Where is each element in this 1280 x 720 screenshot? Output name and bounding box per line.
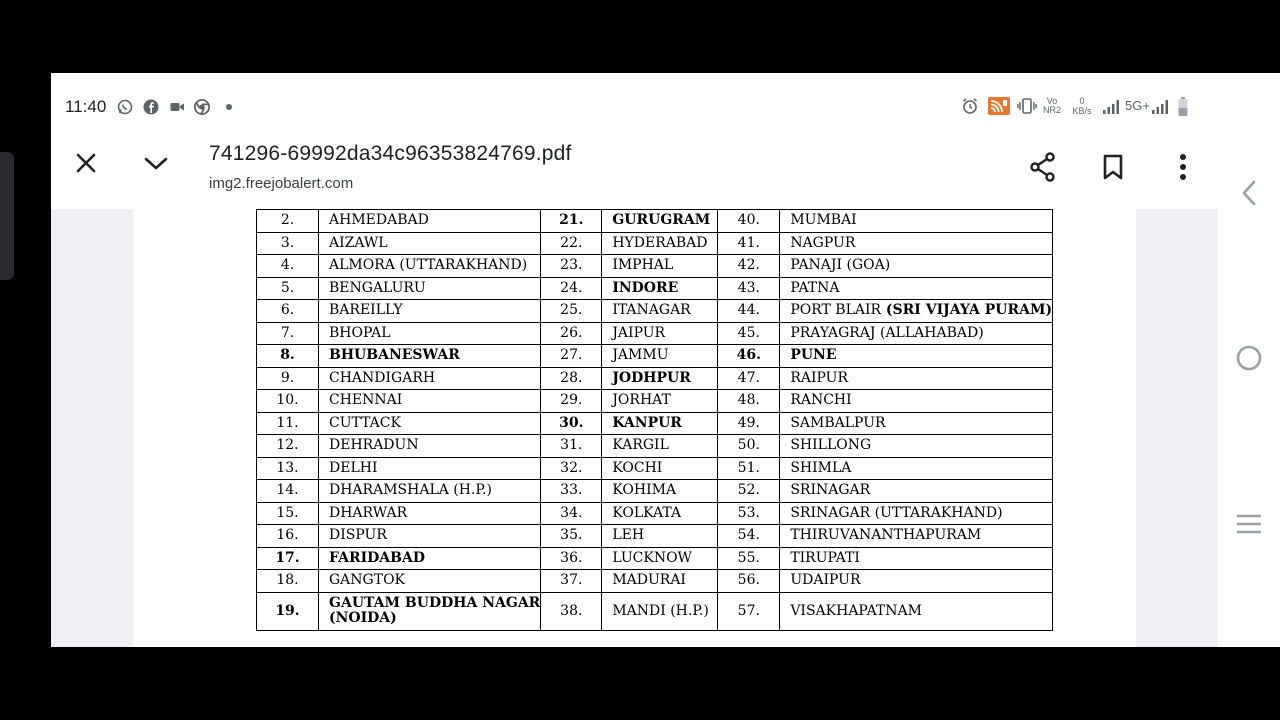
serial-number-cell: 41.: [718, 232, 780, 255]
city-name: ITANAGAR: [612, 302, 691, 319]
table-row: [257, 592, 1053, 630]
city-name: CHENNAI: [329, 392, 403, 409]
city-name: ALMORA (UTTARAKHAND): [329, 257, 528, 274]
status-bar: [51, 73, 1218, 141]
navigation-bar: [1218, 73, 1280, 647]
city-name: PORT BLAIR: [790, 302, 882, 319]
table-row: [257, 435, 1053, 458]
pdf-viewer-area[interactable]: [51, 209, 1218, 647]
city-name: KARGIL: [612, 437, 669, 454]
speed-value: 0: [1079, 96, 1085, 106]
table-row: [257, 480, 1053, 503]
serial-number-cell: 54.: [718, 525, 780, 548]
city-name-cell: [780, 345, 1053, 368]
serial-number-cell: 33.: [541, 480, 602, 503]
serial-number-cell: 10.: [257, 390, 319, 413]
city-name: SRINAGAR (UTTARAKHAND): [790, 504, 1003, 521]
speed-unit: KB/s: [1072, 106, 1092, 116]
serial-number-cell: 42.: [718, 255, 780, 278]
serial-number-cell: 26.: [541, 322, 602, 345]
serial-number-cell: 4.: [257, 255, 319, 278]
serial-number-cell: 28.: [541, 367, 602, 390]
city-name: PANAJI (GOA): [790, 257, 891, 274]
city-name-cell: [780, 480, 1053, 503]
serial-number-cell: 22.: [541, 232, 602, 255]
close-button[interactable]: [62, 141, 110, 189]
serial-number-cell: 14.: [257, 480, 319, 503]
table-row: [257, 345, 1053, 368]
table-row: [257, 570, 1053, 593]
city-name-cell: [602, 592, 718, 630]
city-name: LUCKNOW: [612, 549, 692, 566]
serial-number-cell: 18.: [257, 570, 319, 593]
city-name-cell: [602, 277, 718, 300]
table-row: [257, 322, 1053, 345]
serial-number-cell: 21.: [541, 210, 602, 233]
city-name-cell: [319, 547, 541, 570]
document-domain: img2.freejobalert.com: [209, 175, 354, 192]
pdf-page: [133, 209, 1136, 647]
app-bar: [51, 141, 1218, 210]
serial-number-cell: 12.: [257, 435, 319, 458]
serial-number-cell: 35.: [541, 525, 602, 548]
bookmark-icon: [1102, 154, 1124, 185]
table-row: [257, 390, 1053, 413]
city-name-cell: [319, 210, 541, 233]
city-name: UDAIPUR: [790, 572, 861, 589]
city-name-cell: [319, 255, 541, 278]
city-name: PATNA: [790, 279, 840, 296]
serial-number-cell: 7.: [257, 322, 319, 345]
city-name: JODHPUR: [612, 369, 691, 386]
serial-number-cell: 19.: [257, 592, 319, 630]
back-button[interactable]: [1232, 178, 1266, 212]
city-name: GAUTAM BUDDHA NAGAR: [329, 595, 541, 611]
city-name-cell: [602, 412, 718, 435]
city-name-cell: [319, 345, 541, 368]
city-name: KANPUR: [612, 414, 682, 431]
chevron-down-icon: [143, 151, 169, 180]
serial-number-cell: 45.: [718, 322, 780, 345]
city-name: LEH: [612, 527, 645, 544]
city-name-cell: [319, 277, 541, 300]
serial-number-cell: 49.: [718, 412, 780, 435]
collapse-button[interactable]: [132, 141, 180, 189]
city-name: THIRUVANANTHAPURAM: [790, 527, 982, 544]
city-name-cell: [780, 592, 1053, 630]
city-name-cell: [780, 210, 1053, 233]
city-name: INDORE: [612, 279, 679, 296]
serial-number-cell: 11.: [257, 412, 319, 435]
serial-number-cell: 29.: [541, 390, 602, 413]
serial-number-cell: 43.: [718, 277, 780, 300]
serial-number-cell: 3.: [257, 232, 319, 255]
city-name: KOLKATA: [612, 504, 682, 521]
table-row: [257, 502, 1053, 525]
table-row: [257, 255, 1053, 278]
city-name-cell: [319, 300, 541, 323]
city-name-cell: [780, 277, 1053, 300]
table-row: [257, 457, 1053, 480]
city-name: KOCHI: [612, 459, 663, 476]
serial-number-cell: 2.: [257, 210, 319, 233]
city-name-cell: [319, 412, 541, 435]
city-alt-name: (SRI VIJAYA PURAM): [881, 302, 1053, 319]
serial-number-cell: 17.: [257, 547, 319, 570]
dot-icon: [221, 99, 237, 115]
status-time: 11:40: [65, 97, 107, 116]
serial-number-cell: 46.: [718, 345, 780, 368]
city-name: HYDERABAD: [612, 234, 708, 251]
city-name-cell: [780, 457, 1053, 480]
serial-number-cell: 23.: [541, 255, 602, 278]
serial-number-cell: 32.: [541, 457, 602, 480]
serial-number-cell: 9.: [257, 367, 319, 390]
city-name-cell: [780, 367, 1053, 390]
city-name-cell: [780, 255, 1053, 278]
phone-screen: [51, 73, 1218, 647]
city-name: SAMBALPUR: [790, 414, 886, 431]
serial-number-cell: 52.: [718, 480, 780, 503]
serial-number-cell: 8.: [257, 345, 319, 368]
signal-icon: [1102, 99, 1120, 118]
city-name: MANDI (H.P.): [612, 602, 709, 619]
back-chevron-icon: [1240, 180, 1258, 211]
city-name-cell: [780, 502, 1053, 525]
city-name: PRAYAGRAJ (ALLAHABAD): [790, 324, 984, 341]
city-name-cell: [780, 525, 1053, 548]
city-name-cell: [319, 502, 541, 525]
city-name: BHOPAL: [329, 324, 391, 341]
city-name-cell: [780, 322, 1053, 345]
serial-number-cell: 48.: [718, 390, 780, 413]
city-name-cell: [780, 300, 1053, 323]
city-name: GURUGRAM: [612, 212, 711, 229]
alarm-icon: [961, 97, 979, 118]
city-name: PUNE: [790, 347, 837, 364]
serial-number-cell: 40.: [718, 210, 780, 233]
city-name-cell: [319, 592, 541, 630]
serial-number-cell: 27.: [541, 345, 602, 368]
city-name: KOHIMA: [612, 482, 677, 499]
recents-button[interactable]: [1232, 509, 1266, 543]
city-name: IMPHAL: [612, 257, 674, 274]
serial-number-cell: 36.: [541, 547, 602, 570]
city-name-cell: [780, 232, 1053, 255]
city-name-cell: [319, 570, 541, 593]
city-name-cell: [780, 435, 1053, 458]
serial-number-cell: 38.: [541, 592, 602, 630]
city-name-cell: [319, 435, 541, 458]
city-name-cell: [602, 210, 718, 233]
serial-number-cell: 55.: [718, 547, 780, 570]
city-name: DHARWAR: [329, 504, 408, 521]
city-name-cell: [780, 390, 1053, 413]
city-name-cell: [319, 232, 541, 255]
serial-number-cell: 53.: [718, 502, 780, 525]
city-name-cell: [780, 570, 1053, 593]
city-name: BAREILLY: [329, 302, 403, 319]
city-name: RAIPUR: [790, 369, 849, 386]
table-row: [257, 277, 1053, 300]
city-table-body: [257, 210, 1053, 631]
city-name: SRINAGAR: [790, 482, 871, 499]
facebook-icon: [143, 99, 159, 115]
table-row: [257, 210, 1053, 233]
data-speed: [1069, 96, 1095, 116]
city-name-cell: [602, 300, 718, 323]
whatsapp-icon: [117, 99, 133, 115]
volte-indicator: Vo NR2: [1042, 96, 1061, 115]
home-circle-icon: [1236, 345, 1262, 376]
serial-number-cell: 31.: [541, 435, 602, 458]
table-row: [257, 232, 1053, 255]
city-name: NAGPUR: [790, 234, 856, 251]
city-name-cell: [602, 390, 718, 413]
serial-number-cell: 56.: [718, 570, 780, 593]
side-edge-handle[interactable]: [0, 152, 14, 280]
table-row: [257, 412, 1053, 435]
more-vert-icon: [1179, 153, 1187, 186]
serial-number-cell: 24.: [541, 277, 602, 300]
close-icon: [74, 151, 98, 180]
city-name-cell: [602, 570, 718, 593]
city-name: JAMMU: [612, 347, 669, 364]
more-options-button[interactable]: [1159, 145, 1207, 193]
city-table: [256, 209, 1053, 631]
city-name: TIRUPATI: [790, 549, 860, 566]
serial-number-cell: 51.: [718, 457, 780, 480]
serial-number-cell: 6.: [257, 300, 319, 323]
serial-number-cell: 50.: [718, 435, 780, 458]
share-icon: [1029, 152, 1057, 187]
city-name: SHIMLA: [790, 459, 852, 476]
serial-number-cell: 16.: [257, 525, 319, 548]
city-name-cell: [602, 345, 718, 368]
cast-icon: [987, 96, 1011, 119]
vibrate-icon: [1017, 97, 1037, 118]
city-name: JAIPUR: [612, 324, 666, 341]
city-name-cell: [319, 367, 541, 390]
city-name: VISAKHAPATNAM: [790, 602, 922, 619]
city-name: FARIDABAD: [329, 549, 426, 566]
city-name-cell: [602, 367, 718, 390]
city-name-cell: [602, 322, 718, 345]
city-name-cell: [602, 480, 718, 503]
city-name-cell: [319, 525, 541, 548]
city-name: CUTTACK: [329, 414, 401, 431]
city-name: MADURAI: [612, 572, 686, 589]
bookmark-button[interactable]: [1089, 145, 1137, 193]
serial-number-cell: 37.: [541, 570, 602, 593]
city-name: DISPUR: [329, 527, 387, 544]
table-row: [257, 525, 1053, 548]
city-name-cell: [602, 525, 718, 548]
city-name-cell: [780, 547, 1053, 570]
table-row: [257, 300, 1053, 323]
city-name-cell: [602, 502, 718, 525]
city-name: BHUBANESWAR: [329, 347, 460, 364]
serial-number-cell: 57.: [718, 592, 780, 630]
city-name: BENGALURU: [329, 279, 426, 296]
city-name-cell: [602, 255, 718, 278]
city-name: RANCHI: [790, 392, 852, 409]
table-row: [257, 367, 1053, 390]
city-name: MUMBAI: [790, 212, 857, 229]
city-name-line2: (NOIDA): [329, 610, 397, 626]
serial-number-cell: 5.: [257, 277, 319, 300]
network-type: 5G+: [1125, 98, 1150, 113]
city-name-cell: [602, 435, 718, 458]
home-button[interactable]: [1232, 343, 1266, 377]
city-name: DEHRADUN: [329, 437, 419, 454]
city-name: SHILLONG: [790, 437, 872, 454]
city-name: GANGTOK: [329, 572, 406, 589]
battery-icon: [1178, 97, 1188, 120]
city-name-cell: [780, 412, 1053, 435]
city-name: DHARAMSHALA (H.P.): [329, 482, 492, 499]
serial-number-cell: 13.: [257, 457, 319, 480]
serial-number-cell: 34.: [541, 502, 602, 525]
chrome-icon: [194, 99, 210, 115]
city-name-cell: [602, 457, 718, 480]
serial-number-cell: 30.: [541, 412, 602, 435]
table-row: [257, 547, 1053, 570]
city-name: AHMEDABAD: [329, 212, 429, 229]
city-name: JORHAT: [612, 392, 671, 409]
city-name-cell: [319, 457, 541, 480]
city-name-cell: [319, 322, 541, 345]
city-name: AIZAWL: [329, 234, 388, 251]
city-name: CHANDIGARH: [329, 369, 436, 386]
city-name-cell: [602, 547, 718, 570]
city-name-cell: [319, 390, 541, 413]
share-button[interactable]: [1019, 145, 1067, 193]
serial-number-cell: 15.: [257, 502, 319, 525]
serial-number-cell: 44.: [718, 300, 780, 323]
serial-number-cell: 47.: [718, 367, 780, 390]
city-name-cell: [602, 232, 718, 255]
video-icon: [169, 99, 185, 115]
city-name: DELHI: [329, 459, 378, 476]
signal-icon-2: [1151, 99, 1169, 118]
city-name-cell: [319, 480, 541, 503]
recents-menu-icon: [1236, 513, 1262, 540]
document-title: 741296-69992da34c96353824769.pdf: [209, 142, 572, 165]
serial-number-cell: 25.: [541, 300, 602, 323]
